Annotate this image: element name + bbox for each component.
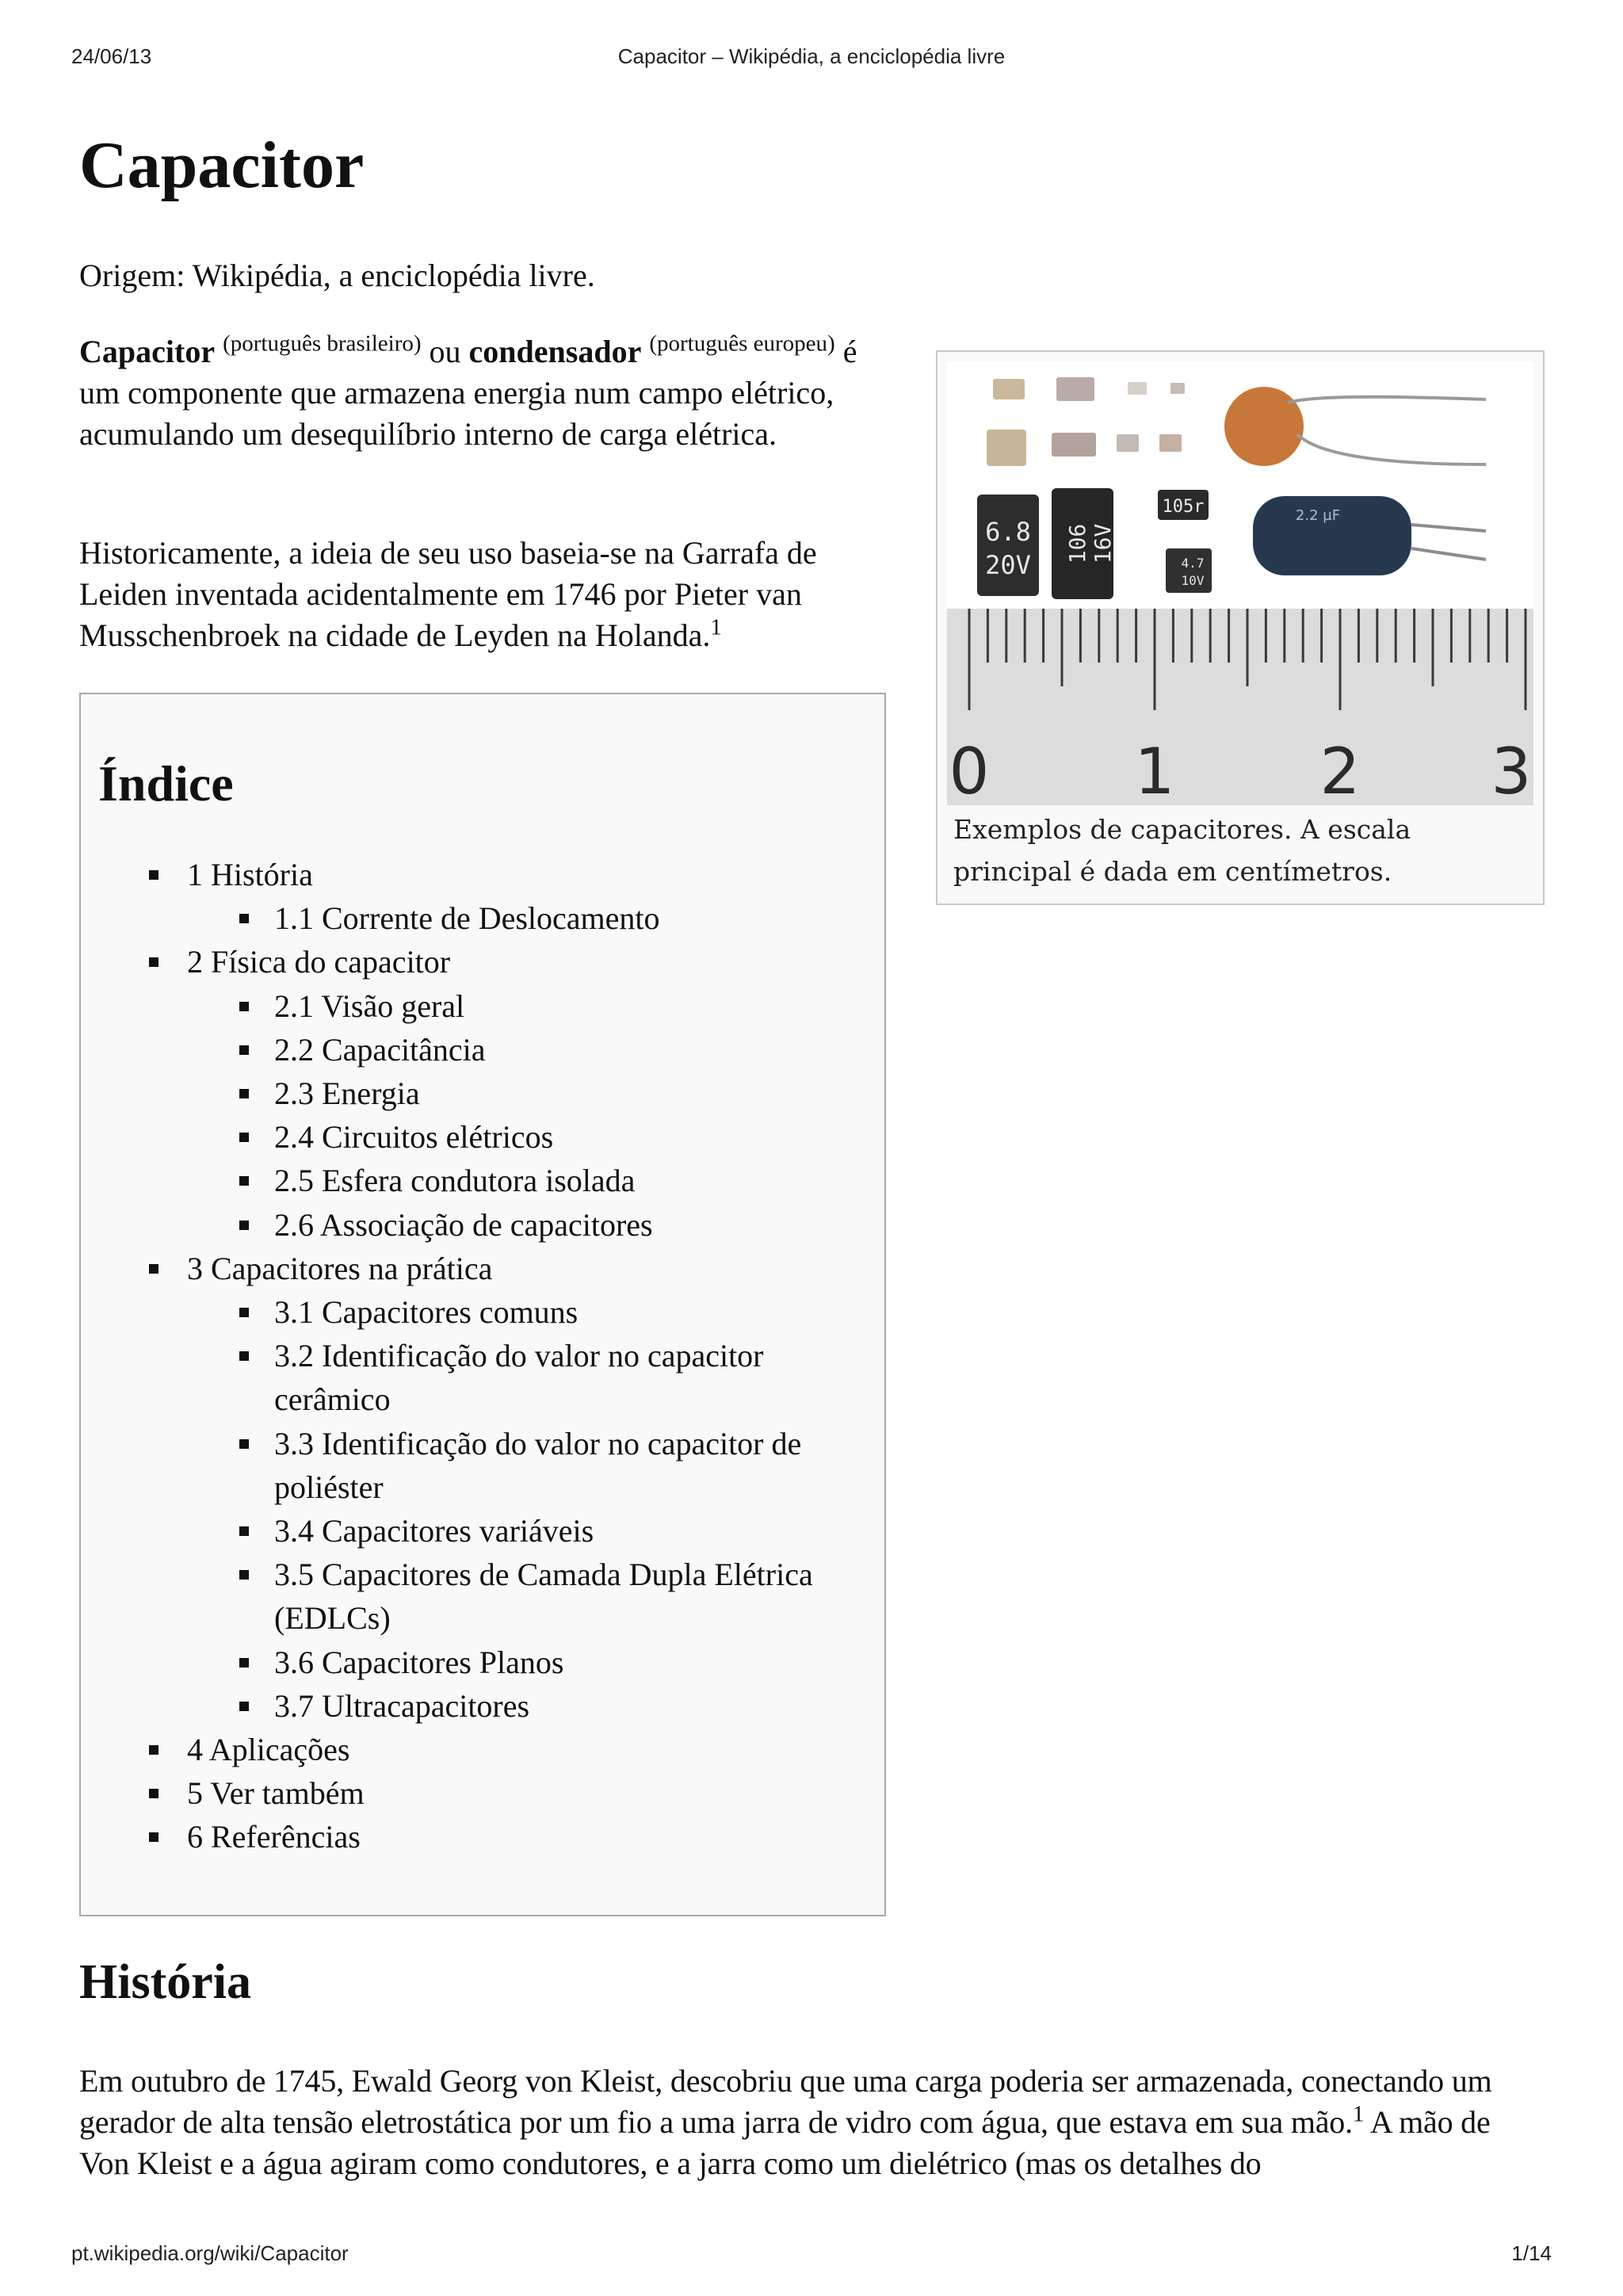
toc-item[interactable]: 1.1 Corrente de Deslocamento	[81, 896, 861, 940]
toc-item[interactable]: 2.1 Visão geral	[81, 984, 861, 1028]
smd-chip	[1052, 433, 1096, 457]
label-16v: 16V	[1090, 523, 1116, 564]
ruler-label-0: 0	[949, 735, 990, 805]
toc-item[interactable]: 3.6 Capacitores Planos	[81, 1641, 861, 1684]
footnote-ref[interactable]: 1	[710, 614, 722, 640]
smd-chip	[987, 430, 1026, 466]
label-10v: 10V	[1181, 573, 1205, 588]
label-20v: 20V	[985, 550, 1031, 580]
toc-item[interactable]: 3.4 Capacitores variáveis	[81, 1509, 861, 1553]
note-brasileiro[interactable]: (português brasileiro)	[223, 330, 422, 357]
figure-caption: Exemplos de capacitores. A escala principal é dada em centímetros.	[953, 814, 1411, 887]
ruler-label-1: 1	[1134, 735, 1175, 805]
history-paragraph	[79, 2061, 1537, 2184]
ruler-label-3: 3	[1491, 735, 1532, 805]
toc-item[interactable]: 2.2 Capacitância	[81, 1028, 861, 1072]
intro-definition: é um componente que armazena energia num campo elétrico, acumulando um desequilíbrio interno de carga elétrica.	[79, 334, 857, 452]
toc-item[interactable]: 2.5 Esfera condutora isolada	[81, 1159, 861, 1202]
history-text-a: Em outubro de 1745, Ewald Georg von Kleist, descobriu que uma carga poderia ser armazenada, conectando um gerador de alta tensão eletrostática por um fio a uma jarra de vidro com água, que estava em sua mão.	[79, 2063, 1492, 2140]
term-condensador[interactable]: condensador	[468, 334, 642, 369]
word-ou: ou	[429, 334, 461, 369]
capacitor-photo[interactable]	[947, 361, 1533, 805]
toc-item[interactable]: 3 Capacitores na prática	[81, 1247, 884, 1290]
ruler-label-2: 2	[1319, 735, 1361, 805]
toc-item[interactable]: 5 Ver também	[81, 1771, 884, 1815]
history-intro-text: Historicamente, a ideia de seu uso baseia-se na Garrafa de Leiden inventada acidentalmente em 1746 por Pieter van Musschenbroek na cidade de Leyden na Holanda.	[79, 535, 817, 653]
smd-chip	[1117, 434, 1139, 452]
toc-item[interactable]: 3.7 Ultracapacitores	[81, 1684, 861, 1728]
label-2-2uf: 2.2 µF	[1295, 507, 1341, 524]
toc-list	[81, 853, 884, 1859]
toc-title: Índice	[98, 755, 234, 812]
smd-chip	[993, 379, 1025, 399]
toc-item[interactable]: 6 Referências	[81, 1815, 884, 1859]
toc-item[interactable]: 2.3 Energia	[81, 1072, 861, 1115]
note-europeu[interactable]: (português europeu)	[649, 330, 835, 357]
toc-item[interactable]: 2.4 Circuitos elétricos	[81, 1115, 861, 1159]
history-intro-paragraph	[79, 533, 888, 656]
toc-item[interactable]: 3.5 Capacitores de Camada Dupla Elétrica (EDLCs)	[81, 1553, 861, 1640]
page-title: Capacitor	[79, 128, 365, 202]
toc-item[interactable]: 2 Física do capacitor	[81, 940, 884, 984]
toc-item[interactable]: 2.6 Associação de capacitores	[81, 1203, 861, 1247]
smd-chip	[1170, 383, 1185, 394]
print-page-number: 1/14	[1511, 2241, 1552, 2265]
section-heading-historia: História	[79, 1955, 251, 2009]
capacitor-figure	[936, 350, 1545, 905]
ruler	[947, 609, 1533, 805]
history-text-b: A mão de Von Kleist e a água agiram como condutores, e a jarra como um dielétrico (mas os detalhes do	[79, 2104, 1491, 2181]
term-capacitor[interactable]: Capacitor	[79, 334, 216, 369]
ceramic-capacitor	[1224, 387, 1304, 466]
print-url: pt.wikipedia.org/wiki/Capacitor	[71, 2241, 349, 2265]
smd-chip	[1056, 377, 1094, 401]
origin-line: Origem: Wikipédia, a enciclopédia livre.	[79, 258, 595, 293]
toc-item[interactable]: 3.3 Identificação do valor no capacitor de poliéster	[81, 1422, 861, 1509]
toc-item[interactable]: 3.1 Capacitores comuns	[81, 1290, 861, 1334]
label-105r: 105r	[1162, 497, 1205, 517]
label-4-7: 4.7	[1181, 556, 1205, 571]
smd-chip	[1128, 382, 1147, 395]
toc-item[interactable]: 1 História	[81, 853, 884, 896]
toc-item[interactable]: 4 Aplicações	[81, 1728, 884, 1771]
print-date: 24/06/13	[71, 44, 152, 68]
footnote-ref[interactable]: 1	[1352, 2101, 1365, 2127]
toc-item[interactable]: 3.2 Identificação do valor no capacitor cerâmico	[81, 1334, 861, 1421]
print-page-title: Capacitor – Wikipédia, a enciclopédia livre	[617, 44, 1006, 68]
label-106: 106	[1064, 523, 1090, 564]
smd-chip	[1159, 434, 1182, 452]
intro-paragraph	[79, 331, 888, 455]
label-6-8: 6.8	[985, 517, 1031, 547]
table-of-contents	[79, 693, 886, 1916]
